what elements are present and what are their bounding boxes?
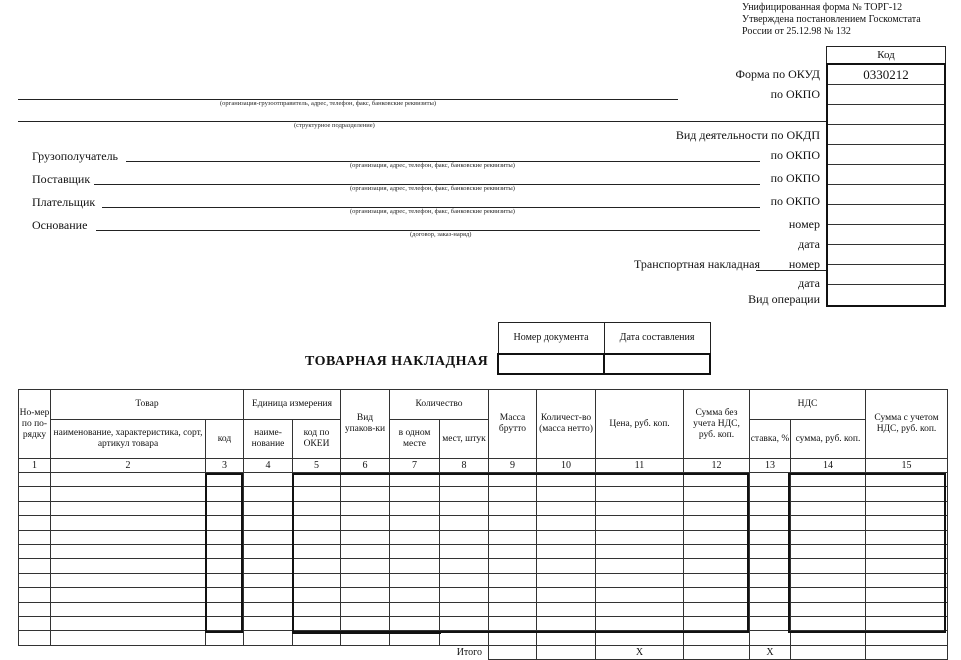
form-header-line2: Утверждена постановлением Госкомстата [742,14,921,25]
shipper-caption: (организация-грузоотправитель, адрес, телефон, факс, банковские реквизиты) [220,100,436,107]
table-cell[interactable] [537,530,596,544]
table-cell[interactable] [390,631,440,645]
table-cell[interactable] [244,559,293,573]
okdp-label: Вид деятельности по ОКДП [675,128,820,142]
table-cell[interactable] [440,516,489,530]
form-header-line1: Унифицированная форма № ТОРГ-12 [742,2,903,13]
transport-date-code[interactable] [828,265,944,285]
form-header-line3: России от 25.12.98 № 132 [742,26,851,37]
payer-caption: (организация, адрес, телефон, факс, банковские реквизиты) [350,208,515,215]
table-cell[interactable] [440,602,489,616]
table-cell[interactable] [390,487,440,501]
total-vat-rate-x: X [750,645,791,659]
h-price: Цена, руб. коп. [596,390,684,459]
table-cell[interactable] [390,516,440,530]
table-row [19,501,948,515]
table-cell[interactable] [866,573,948,587]
table-cell[interactable] [596,473,684,487]
codes-title: Код [826,46,946,63]
table-cell[interactable] [537,631,596,645]
table-cell[interactable] [750,602,791,616]
table-cell[interactable] [51,573,206,587]
table-cell[interactable] [537,544,596,558]
h-unit-okei: код по ОКЕИ [293,420,341,459]
division-caption: (структурное подразделение) [294,122,375,129]
table-cell[interactable] [19,530,51,544]
table-cell[interactable] [51,516,206,530]
table-cell[interactable] [206,602,244,616]
table-cell[interactable] [19,559,51,573]
table-cell[interactable] [19,616,51,630]
table-cell[interactable] [684,530,750,544]
table-cell[interactable] [684,573,750,587]
okpo-supplier-code[interactable] [828,165,944,185]
h-sum-vat: Сумма с учетом НДС, руб. коп. [866,390,948,459]
table-cell[interactable] [19,631,51,645]
table-cell[interactable] [244,602,293,616]
table-cell[interactable] [206,530,244,544]
table-cell[interactable] [489,501,537,515]
okpo-shipper-code[interactable] [828,85,944,105]
table-cell[interactable] [791,473,866,487]
table-cell[interactable] [866,559,948,573]
total-row [19,645,948,659]
table-cell[interactable] [244,473,293,487]
table-cell[interactable] [791,602,866,616]
h-qty: Количество [390,390,489,420]
table-cell[interactable] [684,501,750,515]
table-cell[interactable] [206,473,244,487]
table-cell[interactable] [440,559,489,573]
table-row [19,573,948,587]
transport-number-code[interactable] [828,245,944,265]
table-cell[interactable] [51,530,206,544]
table-cell[interactable] [293,530,341,544]
okpo-label-1: по ОКПО [770,87,820,101]
payer-label: Плательщик [32,195,96,209]
table-cell[interactable] [537,487,596,501]
transport-number-label: номер [788,257,820,271]
h-vat: НДС [750,390,866,420]
table-cell[interactable] [244,588,293,602]
table-cell[interactable] [750,473,791,487]
h-pack: Вид упаков-ки [341,390,390,459]
column-number: 4 [244,459,293,473]
table-cell[interactable] [390,573,440,587]
table-cell[interactable] [293,487,341,501]
table-cell[interactable] [51,631,206,645]
table-cell[interactable] [791,631,866,645]
supplier-label: Поставщик [32,172,91,186]
basis-number-label: номер [788,217,820,231]
table-cell[interactable] [791,544,866,558]
table-row [19,616,948,630]
h-sum-novat: Сумма без учета НДС, руб. коп. [684,390,750,459]
table-cell[interactable] [244,631,293,645]
table-cell[interactable] [440,588,489,602]
supplier-caption: (организация, адрес, телефон, факс, банковские реквизиты) [350,185,515,192]
table-cell[interactable] [206,544,244,558]
table-cell[interactable] [440,501,489,515]
table-cell[interactable] [19,487,51,501]
table-cell[interactable] [684,487,750,501]
table-cell[interactable] [341,616,390,630]
okud-label: Форма по ОКУД [735,67,820,81]
basis-number-code[interactable] [828,205,944,225]
table-row [19,602,948,616]
goods-table [18,389,948,660]
table-cell[interactable] [596,588,684,602]
table-cell[interactable] [750,616,791,630]
table-cell[interactable] [51,559,206,573]
table-row [19,516,948,530]
table-cell[interactable] [19,544,51,558]
table-cell[interactable] [293,501,341,515]
table-cell[interactable] [684,544,750,558]
h-vat-sum: сумма, руб. коп. [791,420,866,459]
table-cell[interactable] [489,573,537,587]
column-number: 12 [684,459,750,473]
table-cell[interactable] [440,530,489,544]
column-number: 6 [341,459,390,473]
table-cell[interactable] [750,501,791,515]
doc-date-field[interactable] [604,354,710,374]
table-row [19,544,948,558]
table-cell[interactable] [596,559,684,573]
table-cell[interactable] [390,559,440,573]
h-goods-code: код [206,420,244,459]
table-cell[interactable] [244,501,293,515]
table-cell[interactable] [684,588,750,602]
h-num: Но-мер по по-рядку [19,390,51,459]
column-number: 9 [489,459,537,473]
table-cell[interactable] [341,588,390,602]
table-cell[interactable] [791,588,866,602]
total-label: Итого [456,646,482,658]
total-price-x: X [596,645,684,659]
table-cell[interactable] [19,473,51,487]
table-cell[interactable] [489,588,537,602]
table-cell[interactable] [791,530,866,544]
table-cell[interactable] [19,602,51,616]
table-cell[interactable] [341,501,390,515]
table-cell[interactable] [750,573,791,587]
table-cell[interactable] [596,530,684,544]
basis-label: Основание [32,218,88,232]
table-cell[interactable] [293,473,341,487]
okpo-payer-code[interactable] [828,185,944,205]
table-cell[interactable] [293,588,341,602]
table-cell[interactable] [440,631,489,645]
table-cell[interactable] [390,616,440,630]
table-cell[interactable] [596,487,684,501]
table-cell[interactable] [750,588,791,602]
table-cell[interactable] [750,631,791,645]
table-cell[interactable] [244,530,293,544]
table-cell[interactable] [390,544,440,558]
table-cell[interactable] [791,501,866,515]
table-cell[interactable] [684,473,750,487]
table-cell[interactable] [866,544,948,558]
table-cell[interactable] [51,501,206,515]
table-cell[interactable] [489,559,537,573]
table-cell[interactable] [293,559,341,573]
okpo-consignee-code[interactable] [828,145,944,165]
table-cell[interactable] [293,602,341,616]
table-cell[interactable] [51,602,206,616]
codes-box [826,46,946,307]
table-cell[interactable] [791,487,866,501]
table-cell[interactable] [440,473,489,487]
table-cell[interactable] [596,544,684,558]
table-row [19,588,948,602]
table-cell[interactable] [293,631,341,645]
table-cell[interactable] [341,473,390,487]
table-cell[interactable] [866,631,948,645]
table-cell[interactable] [596,516,684,530]
table-cell[interactable] [440,487,489,501]
table-cell[interactable] [206,631,244,645]
consignee-caption: (организация, адрес, телефон, факс, банковские реквизиты) [350,162,515,169]
table-cell[interactable] [489,631,537,645]
table-cell[interactable] [206,573,244,587]
table-cell[interactable] [866,487,948,501]
column-number: 3 [206,459,244,473]
table-cell[interactable] [51,487,206,501]
table-cell[interactable] [537,501,596,515]
table-cell[interactable] [489,530,537,544]
table-cell[interactable] [341,530,390,544]
table-cell[interactable] [866,588,948,602]
table-cell[interactable] [341,516,390,530]
column-number: 11 [596,459,684,473]
okud-code[interactable]: 0330212 [828,65,944,85]
table-cell[interactable] [390,501,440,515]
column-number: 10 [537,459,596,473]
table-row [19,473,948,487]
table-cell[interactable] [791,516,866,530]
column-number: 14 [791,459,866,473]
table-cell[interactable] [244,616,293,630]
total-net[interactable] [537,645,596,659]
table-cell[interactable] [341,487,390,501]
table-cell[interactable] [51,588,206,602]
column-number: 1 [19,459,51,473]
table-cell[interactable] [390,602,440,616]
doc-number-header: Номер документа [498,323,604,355]
table-cell[interactable] [596,573,684,587]
h-vat-rate: ставка, % [750,420,791,459]
page-title: ТОВАРНАЯ НАКЛАДНАЯ [305,354,489,369]
table-cell[interactable] [750,516,791,530]
table-cell[interactable] [19,588,51,602]
column-number: 2 [51,459,206,473]
table-cell[interactable] [244,487,293,501]
table-row [19,631,948,645]
column-number: 8 [440,459,489,473]
table-cell[interactable] [596,602,684,616]
table-cell[interactable] [244,573,293,587]
table-cell[interactable] [293,616,341,630]
operation-label: Вид операции [748,292,820,306]
table-cell[interactable] [537,559,596,573]
table-cell[interactable] [206,559,244,573]
table-cell[interactable] [537,516,596,530]
doc-date-header: Дата составления [604,323,710,355]
table-cell[interactable] [537,588,596,602]
table-cell[interactable] [866,616,948,630]
table-row [19,530,948,544]
table-cell[interactable] [19,516,51,530]
total-sum-novat[interactable] [684,645,750,659]
table-cell[interactable] [750,559,791,573]
table-cell[interactable] [750,544,791,558]
table-cell[interactable] [206,501,244,515]
basis-caption: (договор, заказ-наряд) [410,231,472,238]
table-cell[interactable] [51,616,206,630]
okpo-label-3: по ОКПО [770,171,820,185]
column-number: 5 [293,459,341,473]
table-cell[interactable] [596,501,684,515]
table-cell[interactable] [341,573,390,587]
table-cell[interactable] [244,544,293,558]
table-cell[interactable] [684,559,750,573]
okpo-label-4: по ОКПО [770,194,820,208]
doc-number-field[interactable] [498,354,604,374]
table-cell[interactable] [293,573,341,587]
h-gross: Масса брутто [489,390,537,459]
table-cell[interactable] [866,602,948,616]
total-gross[interactable] [489,645,537,659]
table-cell[interactable] [19,573,51,587]
table-cell[interactable] [537,616,596,630]
table-cell[interactable] [206,616,244,630]
consignee-label: Грузополучатель [32,149,119,163]
table-cell[interactable] [341,602,390,616]
table-cell[interactable] [341,544,390,558]
table-cell[interactable] [596,631,684,645]
table-cell[interactable] [684,631,750,645]
table-cell[interactable] [51,473,206,487]
transport-divider [756,270,826,271]
table-cell[interactable] [341,631,390,645]
table-cell[interactable] [440,573,489,587]
okpo-label-2: по ОКПО [770,148,820,162]
table-cell[interactable] [19,501,51,515]
table-cell[interactable] [206,516,244,530]
table-cell[interactable] [489,516,537,530]
table-cell[interactable] [684,516,750,530]
table-cell[interactable] [489,602,537,616]
operation-code[interactable] [828,285,944,305]
table-cell[interactable] [791,573,866,587]
table-cell[interactable] [390,530,440,544]
table-cell[interactable] [51,544,206,558]
column-number: 15 [866,459,948,473]
basis-date-label: дата [798,237,820,251]
table-cell[interactable] [293,544,341,558]
table-cell[interactable] [206,487,244,501]
okpo-division-code[interactable] [828,105,944,125]
column-number: 7 [390,459,440,473]
table-cell[interactable] [206,588,244,602]
table-cell[interactable] [866,501,948,515]
table-cell[interactable] [750,487,791,501]
table-cell[interactable] [684,602,750,616]
table-cell[interactable] [440,544,489,558]
h-qty-places: мест, штук [440,420,489,459]
table-row [19,559,948,573]
table-cell[interactable] [684,616,750,630]
table-cell[interactable] [390,473,440,487]
h-qty-one: в одном месте [390,420,440,459]
table-cell[interactable] [440,616,489,630]
table-cell[interactable] [390,588,440,602]
table-cell[interactable] [596,616,684,630]
h-goods: Товар [51,390,244,420]
h-goods-name: наименование, характеристика, сорт, артикул товара [51,420,206,459]
document-number-box [497,322,711,375]
okdp-code[interactable] [828,125,944,145]
table-cell[interactable] [750,530,791,544]
division-line[interactable] [18,121,826,122]
total-sum-vat[interactable] [866,645,948,659]
h-net: Количест-во (масса нетто) [537,390,596,459]
transport-date-label: дата [798,276,820,290]
h-unit: Единица измерения [244,390,341,420]
table-cell[interactable] [537,473,596,487]
table-cell[interactable] [537,602,596,616]
total-vat-sum[interactable] [791,645,866,659]
table-cell[interactable] [866,516,948,530]
transport-label: Транспортная накладная [634,257,760,271]
table-row [19,487,948,501]
table-cell[interactable] [489,616,537,630]
table-cell[interactable] [293,516,341,530]
table-cell[interactable] [791,616,866,630]
table-cell[interactable] [866,473,948,487]
table-cell[interactable] [341,559,390,573]
table-cell[interactable] [489,544,537,558]
table-cell[interactable] [866,530,948,544]
table-cell[interactable] [791,559,866,573]
table-cell[interactable] [489,473,537,487]
form-header [742,2,921,38]
h-unit-name: наиме-нование [244,420,293,459]
table-cell[interactable] [244,516,293,530]
basis-date-code[interactable] [828,225,944,245]
column-number: 13 [750,459,791,473]
table-cell[interactable] [489,487,537,501]
table-cell[interactable] [537,573,596,587]
column-numbers-row [19,459,948,473]
